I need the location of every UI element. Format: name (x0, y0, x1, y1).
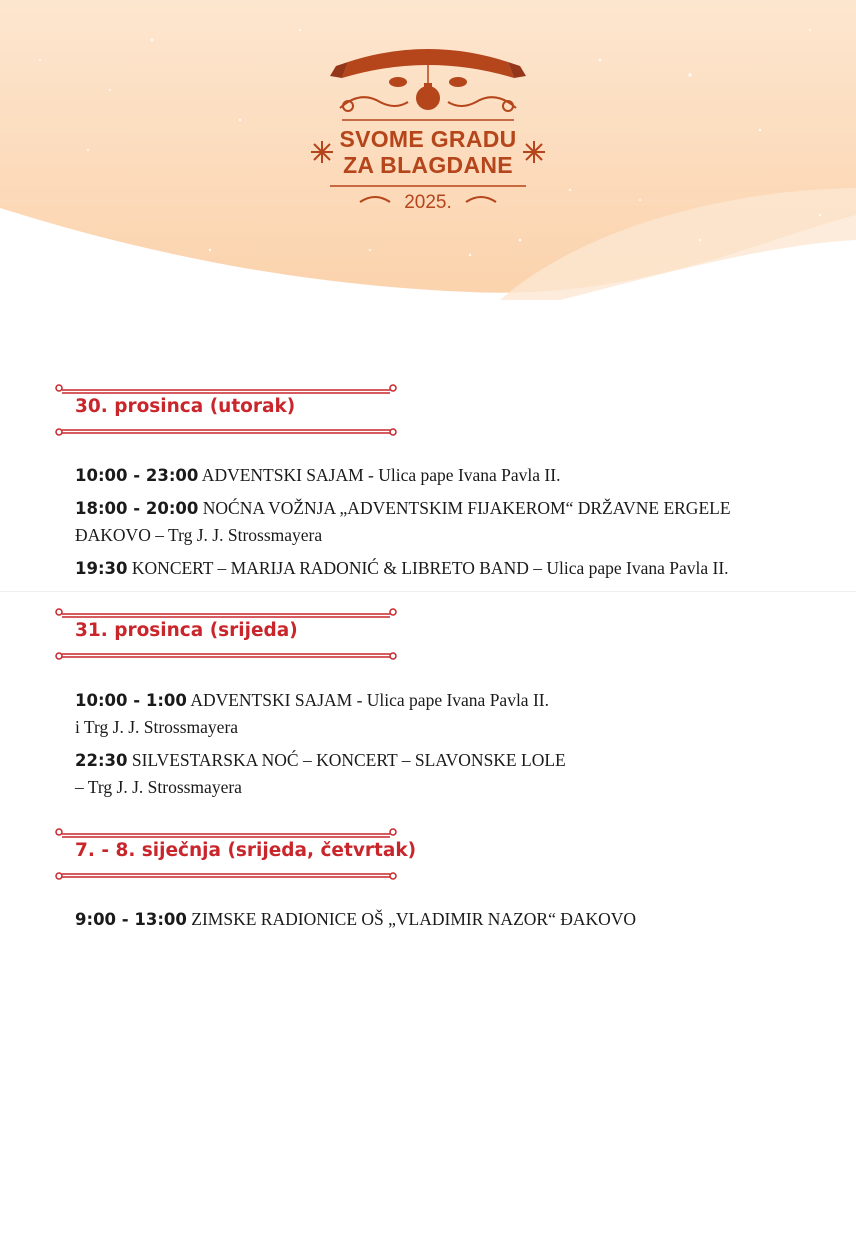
event-text: SILVESTARSKA NOĆ – KONCERT – SLAVONSKE LOLE (127, 750, 566, 770)
day-header (54, 826, 417, 882)
day-header (54, 382, 398, 438)
section-divider (0, 591, 856, 592)
event-text: NOĆNA VOŽNJA „ADVENTSKIM FIJAKEROM“ DRŽAVNE ERGELE ĐAKOVO – Trg J. J. Strossmayera (75, 498, 731, 545)
event-text: KONCERT – MARIJA RADONIĆ & LIBRETO BAND – Ulica pape Ivana Pavla II. (127, 558, 729, 578)
day-header (54, 606, 398, 662)
day-title: 7. - 8. siječnja (srijeda, četvrtak) (75, 840, 417, 861)
event-time: 10:00 - 1:00 (75, 691, 187, 710)
event-item (75, 906, 795, 933)
event-text: ZIMSKE RADIONICE OŠ „VLADIMIR NAZOR“ ĐAKOVO (186, 909, 637, 929)
event-item (75, 687, 795, 741)
event-time: 18:00 - 20:00 (75, 499, 199, 518)
event-time: 10:00 - 23:00 (75, 466, 199, 485)
event-text-continued: i Trg J. J. Strossmayera (75, 717, 239, 737)
angel-icon (389, 77, 407, 87)
event-text: ADVENTSKI SAJAM - Ulica pape Ivana Pavla II. (198, 465, 561, 485)
event-item (75, 495, 795, 549)
event-time: 9:00 - 13:00 (75, 910, 187, 929)
event-item (75, 555, 795, 582)
event-time: 22:30 (75, 751, 128, 770)
logo-year: 2025. (404, 192, 452, 213)
event-text: ADVENTSKI SAJAM - Ulica pape Ivana Pavla II. (186, 690, 549, 710)
event-item (75, 462, 795, 489)
festival-logo (300, 40, 556, 220)
ornament-icon (416, 86, 440, 110)
event-text-continued: – Trg J. J. Strossmayera (75, 777, 242, 797)
logo-title-line2: ZA BLAGDANE (343, 152, 513, 178)
day-title: 31. prosinca (srijeda) (75, 620, 298, 641)
logo-title-line1: SVOME GRADU (339, 126, 517, 152)
event-time: 19:30 (75, 559, 128, 578)
day-title: 30. prosinca (utorak) (75, 396, 296, 417)
event-item (75, 747, 795, 801)
